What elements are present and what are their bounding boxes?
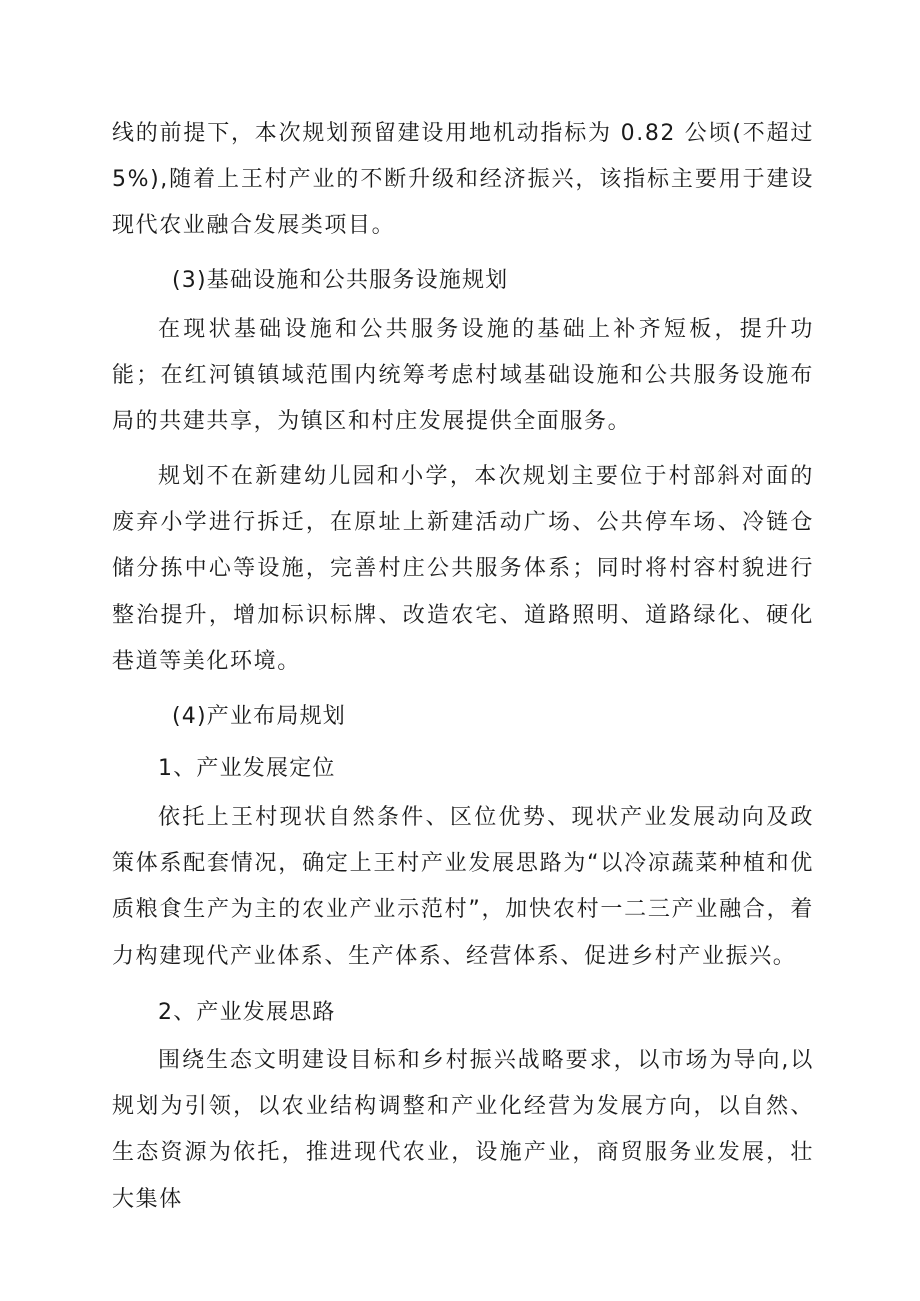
paragraph-land-reserve-continued: 线的前提下，本次规划预留建设用地机动指标为 0.82 公顷(不超过5%),随着上王村产业的不断升级和经济振兴，该指标主要用于建设现代农业融合发展类项目。	[112, 121, 814, 239]
subheading-industry-positioning: 1、产业发展定位	[158, 756, 336, 781]
paragraph-infrastructure-overview: 在现状基础设施和公共服务设施的基础上补齐短板，提升功能；在红河镇镇域范围内统筹考虑村域基础设施和公共服务设施布局的共建共享，为镇区和村庄发展提供全面服务。	[112, 317, 814, 435]
paragraph-industry-positioning: 依托上王村现状自然条件、区位优势、现状产业发展动向及政策体系配套情况，确定上王村产业发展思路为“以冷凉蔬菜种植和优质粮食生产为主的农业产业示范村”，加快农村一二三产业融合，着力构建现代产业体系、生产体系、经营体系、促进乡村产业振兴。	[112, 805, 814, 969]
paragraph-industry-ideas: 围绕生态文明建设目标和乡村振兴战略要求，以市场为导向,以规划为引领，以农业结构调整和产业化经营为发展方向，以自然、生态资源为依托，推进现代农业，设施产业，商贸服务业发展，壮大集体	[112, 1048, 814, 1212]
section-heading-industry-layout: (4)产业布局规划	[172, 704, 346, 729]
paragraph-school-relocation: 规划不在新建幼儿园和小学，本次规划主要位于村部斜对面的废弃小学进行拆迁，在原址上新建活动广场、公共停车场、冷链仓储分拣中心等设施，完善村庄公共服务体系；同时将村容村貌进行整治提升，增加标识标牌、改造农宅、道路照明、道路绿化、硬化巷道等美化环境。	[112, 464, 814, 674]
section-heading-infrastructure: (3)基础设施和公共服务设施规划	[172, 268, 509, 293]
subheading-industry-ideas: 2、产业发展思路	[158, 1000, 336, 1025]
